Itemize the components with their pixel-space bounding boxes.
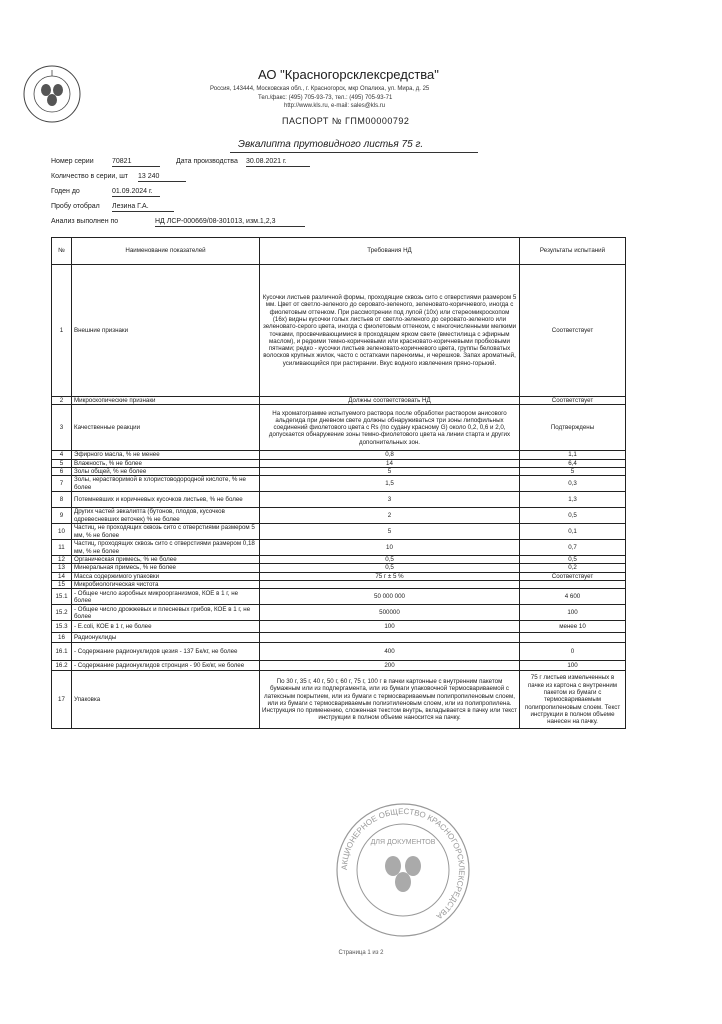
row-result: 75 г листьев измельченных в пачке из картона с внутренним пакетом из бумаги с термосвариваемым полипропиленовым слоем. Текст инструкции в полном объеме нанесен на пачку.: [520, 671, 626, 729]
row-requirement: [260, 633, 520, 643]
row-indicator-name: - Общее число дрожжевых и плесневых грибов, КОЕ в 1 г, не более: [72, 605, 260, 621]
row-indicator-name: - Общее число аэробных микроорганизмов, КОЕ в 1 г, не более: [72, 589, 260, 605]
table-row: [52, 581, 626, 589]
series-value: 70821: [112, 158, 160, 167]
table-row: [52, 564, 626, 572]
row-number: 16: [52, 633, 72, 643]
row-requirement: 5: [260, 467, 520, 475]
row-number: 11: [52, 540, 72, 556]
row-indicator-name: Золы общей, % не более: [72, 467, 260, 475]
table-row: [52, 540, 626, 556]
row-result: 4 600: [520, 589, 626, 605]
row-number: 13: [52, 564, 72, 572]
quantity-value: 13 240: [138, 173, 186, 182]
row-number: 16.1: [52, 643, 72, 661]
row-number: 4: [52, 451, 72, 459]
row-result: [520, 581, 626, 589]
row-result: 5: [520, 467, 626, 475]
table-row: [52, 633, 626, 643]
sampler-value: Лезина Г.А.: [112, 203, 174, 212]
analysis-label: Анализ выполнен по: [51, 218, 119, 225]
row-indicator-name: Эфирного масла, % не менее: [72, 451, 260, 459]
row-requirement: По 30 г, 35 г, 40 г, 50 г, 60 г, 75 г, 100 г в пачки картонные с внутренним пакетом бумажным или из подпергамента, или из бумаги упаковочной термосвариваемой с латексным покрытием, или из бумаги с термосвариваемым полипропиленовым слоем, или из бумаги с термосвариваемым полиэтиленовым слоем, или из полипропилена. Инструкция по применению, сложенная текстом внутрь, вкладывается в пачку или текст инструкции в полном объеме наносится на пачку.: [260, 671, 520, 729]
row-indicator-name: Внешние признаки: [72, 265, 260, 397]
row-indicator-name: - Содержание радионуклидов стронция - 90 Бк/кг, не более: [72, 661, 260, 671]
date-label: Дата производства: [176, 158, 238, 165]
date-value: 30.08.2021 г.: [246, 158, 310, 167]
row-number: 1: [52, 265, 72, 397]
quantity-label: Количество в серии, шт: [51, 173, 129, 180]
row-number: 17: [52, 671, 72, 729]
row-indicator-name: - Содержание радионуклидов цезия - 137 Бк/кг, не более: [72, 643, 260, 661]
row-requirement: 0,5: [260, 564, 520, 572]
row-result: Соответствует: [520, 397, 626, 405]
row-requirement: 75 г ± 5 %: [260, 572, 520, 580]
row-indicator-name: Качественные реакции: [72, 405, 260, 451]
row-number: 6: [52, 467, 72, 475]
row-requirement: 1,5: [260, 476, 520, 492]
table-row: [52, 508, 626, 524]
table-row: [52, 556, 626, 564]
sampler-label: Пробу отобрал: [51, 203, 100, 210]
table-row: [52, 459, 626, 467]
col-header-name: Наименование показателей: [72, 238, 260, 265]
row-requirement: На хроматограмме испытуемого раствора после обработки раствором анисового альдегида при дневном свете должны обнаруживаться три зоны липофильных соединений фиолетового цвета с Rs (по судану красному G) около 0,2, 0,6 и 2,0, допускается обнаружение зоны темно-фиолетового цвета на линии старта и других дополнительных зон.: [260, 405, 520, 451]
row-result: Подтверждены: [520, 405, 626, 451]
row-indicator-name: Потемневших и коричневых кусочков листьев, % не более: [72, 492, 260, 508]
row-result: менее 10: [520, 621, 626, 633]
row-requirement: 0,5: [260, 556, 520, 564]
row-requirement: 5: [260, 524, 520, 540]
table-row: [52, 661, 626, 671]
table-row: [52, 492, 626, 508]
row-indicator-name: Микроскопические признаки: [72, 397, 260, 405]
row-result: 100: [520, 661, 626, 671]
series-label: Номер серии: [51, 158, 94, 165]
row-result: 0,5: [520, 508, 626, 524]
row-number: 8: [52, 492, 72, 508]
row-requirement: 500000: [260, 605, 520, 621]
address-line-1: Россия, 143444, Московская обл., г. Красногорск, мкр Опалиха, ул. Мира, д. 25: [210, 86, 430, 92]
row-requirement: 10: [260, 540, 520, 556]
table-row: [52, 467, 626, 475]
row-result: 100: [520, 605, 626, 621]
row-result: 0,7: [520, 540, 626, 556]
table-row: [52, 643, 626, 661]
table-row: [52, 524, 626, 540]
row-indicator-name: Масса содержимого упаковки: [72, 572, 260, 580]
row-indicator-name: Золы, нерастворимой в хлористоводородной кислоте, % не более: [72, 476, 260, 492]
row-requirement: [260, 581, 520, 589]
row-result: Соответствует: [520, 265, 626, 397]
table-row: [52, 451, 626, 459]
valid-value: 01.09.2024 г.: [112, 188, 160, 197]
table-row: [52, 572, 626, 580]
row-result: [520, 633, 626, 643]
row-number: 15: [52, 581, 72, 589]
company-logo: [22, 64, 82, 124]
row-result: Соответствует: [520, 572, 626, 580]
row-number: 2: [52, 397, 72, 405]
row-result: 1,3: [520, 492, 626, 508]
row-requirement: 100: [260, 621, 520, 633]
test-results-table: [51, 237, 626, 729]
passport-number: ПАСПОРТ № ГПМ00000792: [282, 116, 410, 126]
table-row: [52, 589, 626, 605]
table-row: [52, 671, 626, 729]
row-number: 7: [52, 476, 72, 492]
table-row: [52, 265, 626, 397]
row-indicator-name: Других частей эвкалипта (бутонов, плодов, кусочков одревесневших веточек) % не более: [72, 508, 260, 524]
row-indicator-name: Радионуклиды: [72, 633, 260, 643]
table-row: [52, 621, 626, 633]
row-requirement: 14: [260, 459, 520, 467]
row-requirement: 400: [260, 643, 520, 661]
table-row: [52, 605, 626, 621]
row-requirement: 200: [260, 661, 520, 671]
row-number: 15.1: [52, 589, 72, 605]
row-requirement: 50 000 000: [260, 589, 520, 605]
row-indicator-name: Частиц, не проходящих сквозь сито с отверстиями размером 5 мм, % не более: [72, 524, 260, 540]
row-indicator-name: Органическая примесь, % не более: [72, 556, 260, 564]
table-row: [52, 405, 626, 451]
row-number: 9: [52, 508, 72, 524]
svg-text:АКЦИОНЕРНОЕ ОБЩЕСТВО КРАСНОГОР: АКЦИОНЕРНОЕ ОБЩЕСТВО КРАСНОГОРСКЛЕКСРЕДСТВА: [339, 806, 467, 921]
valid-label: Годен до: [51, 188, 80, 195]
row-requirement: Кусочки листьев различной формы, проходящие сквозь сито с отверстиями размером 5 мм. Цвет от светло-зеленого до серовато-зеленого, зеленовато-коричневого, иногда с фиолетовым оттенком. При рассмотрении под лупой (10х) или стереомикроскопом (16х) видны кусочки голых листьев от светло-зеленого до серовато-зеленого или зеленовато-серого цвета, иногда с фиолетовым оттенком, с многочисленными мелкими точками, просвечивающимися в проходящем ярком свете (вместилища с эфирным маслом), и редкими темно-коричневыми или красновато-коричневыми пробковыми пятнами; редко - кусочки листьев зеленовато-коричневого цвета, группы беловатых волосков крупных жилок, часто с остатками паренхимы, и черешков. Запах ароматный, усиливающийся при растирании. Вкус водного извлечения пряно-горький.: [260, 265, 520, 397]
row-result: 0,3: [520, 476, 626, 492]
row-number: 3: [52, 405, 72, 451]
page-number: Страница 1 из 2: [338, 950, 384, 956]
row-requirement: 0,8: [260, 451, 520, 459]
row-indicator-name: Микробиологическая чистота: [72, 581, 260, 589]
table-row: [52, 476, 626, 492]
product-title: Эвкалипта прутовидного листья 75 г.: [238, 139, 424, 150]
company-name: АО "Красногорсклексредства": [258, 67, 439, 82]
table-row: [52, 397, 626, 405]
table-header-row: [52, 238, 626, 265]
row-result: 6,4: [520, 459, 626, 467]
row-number: 12: [52, 556, 72, 564]
row-requirement: 3: [260, 492, 520, 508]
analysis-value: НД ЛСР-000669/08-301013, изм.1,2,3: [155, 218, 305, 227]
row-requirement: 2: [260, 508, 520, 524]
row-result: 0,1: [520, 524, 626, 540]
row-result: 0,2: [520, 564, 626, 572]
row-number: 5: [52, 459, 72, 467]
col-header-results: Результаты испытаний: [520, 238, 626, 265]
svg-text:ДЛЯ ДОКУМЕНТОВ: ДЛЯ ДОКУМЕНТОВ: [370, 839, 436, 846]
row-indicator-name: Упаковка: [72, 671, 260, 729]
row-number: 10: [52, 524, 72, 540]
row-indicator-name: Частиц, проходящих сквозь сито с отверстиями размером 0,18 мм, % не более: [72, 540, 260, 556]
row-result: 0,5: [520, 556, 626, 564]
row-indicator-name: Влажность, % не более: [72, 459, 260, 467]
row-number: 16.2: [52, 661, 72, 671]
address-line-2: Тел./факс: (495) 705-93-73, тел.: (495) 705-93-71: [258, 95, 393, 101]
row-number: 15.3: [52, 621, 72, 633]
row-indicator-name: Минеральная примесь, % не более: [72, 564, 260, 572]
row-number: 15.2: [52, 605, 72, 621]
row-requirement: Должны соответствовать НД: [260, 397, 520, 405]
col-header-number: №: [52, 238, 72, 265]
row-result: 1,1: [520, 451, 626, 459]
row-result: 0: [520, 643, 626, 661]
address-line-3: http://www.kls.ru, e-mail: sales@kls.ru: [284, 103, 386, 109]
company-seal: [333, 800, 473, 940]
product-title-underline: [230, 152, 478, 153]
col-header-requirements: Требования НД: [260, 238, 520, 265]
row-number: 14: [52, 572, 72, 580]
row-indicator-name: - E.coli, КОЕ в 1 г, не более: [72, 621, 260, 633]
